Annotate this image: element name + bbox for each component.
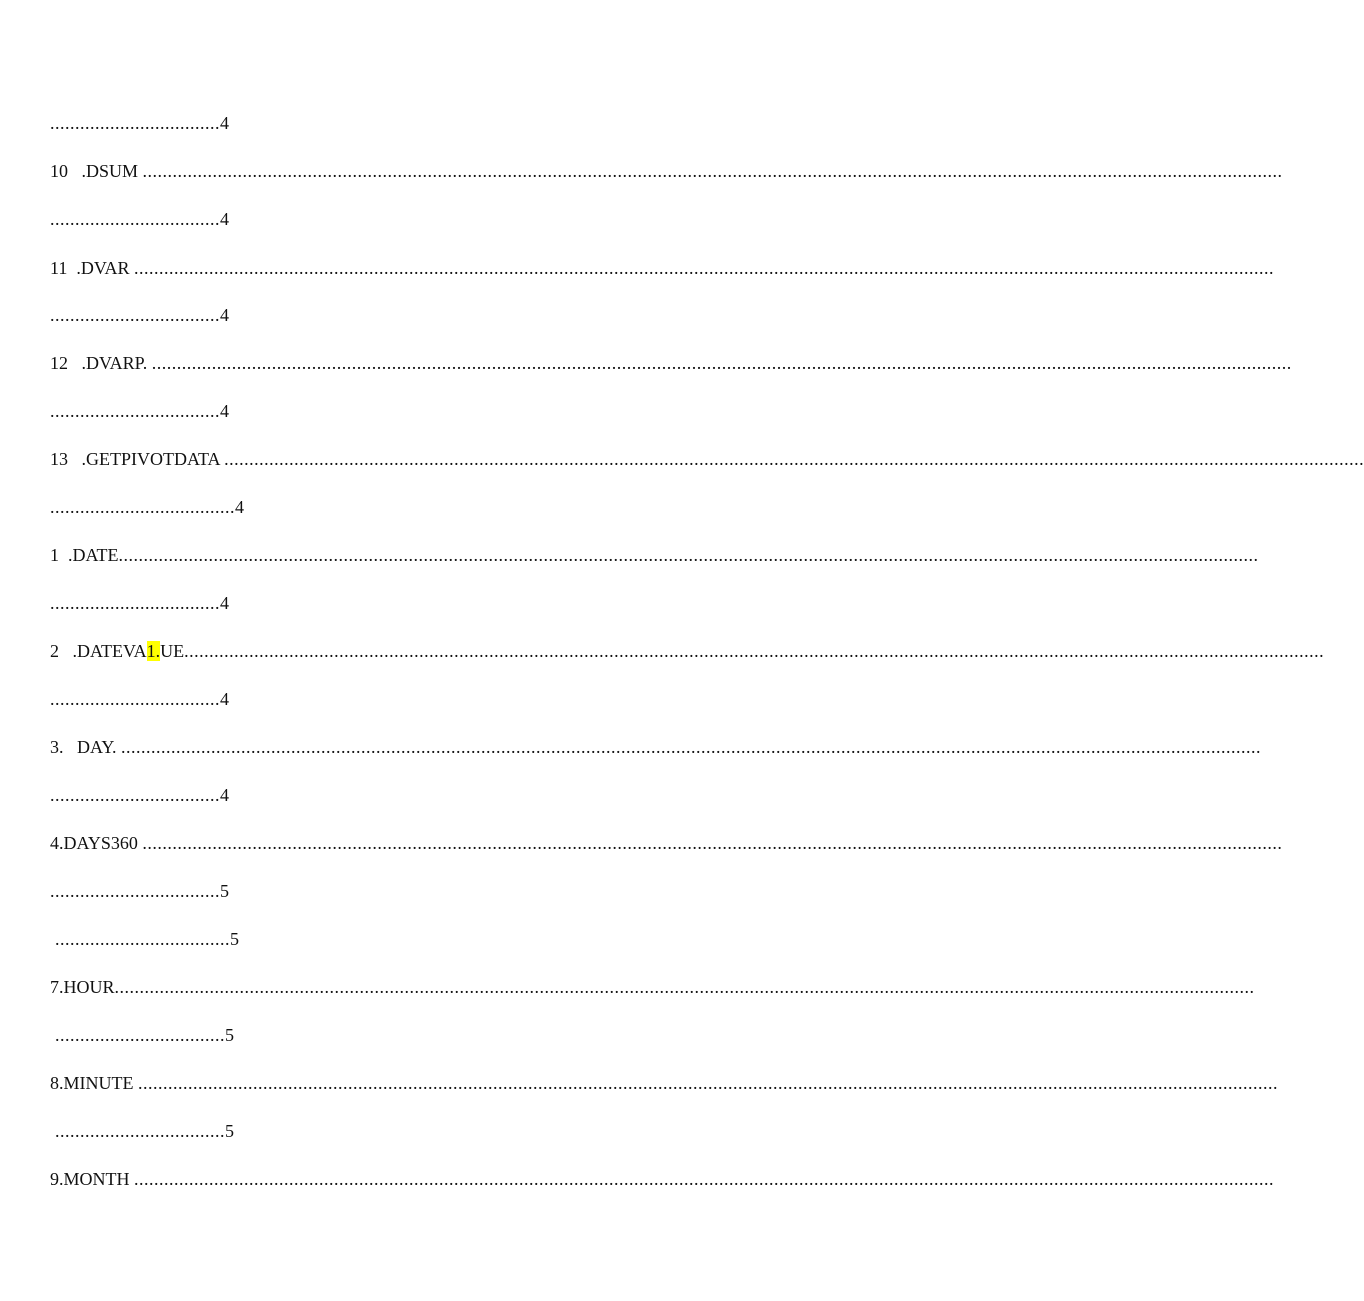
toc-page-line	[50, 207, 229, 231]
toc-entry	[50, 256, 1275, 280]
dot-leader: ..................................	[50, 1025, 225, 1045]
toc-entry	[50, 159, 1283, 183]
toc-page-line	[50, 303, 229, 327]
toc-entry	[50, 351, 1292, 375]
page-number: 4	[220, 593, 229, 613]
entry-label-part: 2 .DATEVA	[50, 641, 147, 661]
dot-leader: ...................................	[50, 929, 230, 949]
dot-leader: ....................................................................................................................................................................................................................................	[224, 449, 1364, 469]
dot-leader: ..................................	[50, 689, 220, 709]
toc-entry	[50, 1167, 1274, 1191]
toc-entry	[50, 831, 1283, 855]
dot-leader: ....................................................................................................................................................................................................................................	[184, 641, 1325, 661]
entry-label: 4.DAYS360	[50, 833, 143, 853]
entry-label: 13 .GETPIVOTDATA	[50, 449, 225, 469]
page-number: 4	[220, 209, 229, 229]
dot-leader: ....................................................................................................................................................................................................................................	[138, 1073, 1278, 1093]
toc-page-line	[50, 927, 239, 951]
dot-leader: ....................................................................................................................................................................................................................................	[134, 1169, 1274, 1189]
dot-leader: ..................................	[50, 209, 220, 229]
page-number: 4	[220, 401, 229, 421]
toc-page-line	[50, 111, 229, 135]
entry-label: 7.HOUR	[50, 977, 115, 997]
toc-page-line	[50, 591, 229, 615]
dot-leader: ..................................	[50, 881, 220, 901]
page-number: 5	[230, 929, 239, 949]
entry-label: 12 .DVARP.	[50, 353, 152, 373]
dot-leader: ....................................................................................................................................................................................................................................	[151, 353, 1292, 373]
toc-page-line	[50, 1023, 234, 1047]
page-number: 5	[220, 881, 229, 901]
toc-entry	[50, 447, 1364, 471]
page-number: 4	[220, 305, 229, 325]
dot-leader: ....................................................................................................................................................................................................................................	[121, 737, 1262, 757]
highlighted-text: 1.	[146, 641, 161, 661]
toc-page-line	[50, 399, 229, 423]
page-number: 4	[235, 497, 244, 517]
dot-leader: ..................................	[50, 593, 220, 613]
toc-entry	[50, 639, 1325, 663]
toc-page-line	[50, 687, 229, 711]
toc-page-line	[50, 879, 229, 903]
entry-label: 1 .DATE	[50, 545, 119, 565]
dot-leader: ....................................................................................................................................................................................................................................	[134, 258, 1275, 278]
page-number: 4	[220, 785, 229, 805]
page-number: 5	[225, 1025, 234, 1045]
entry-label-part: UE	[160, 641, 185, 661]
dot-leader: ..................................	[50, 401, 220, 421]
toc-entry	[50, 975, 1255, 999]
dot-leader: ..................................	[50, 113, 220, 133]
dot-leader: ..................................	[50, 1121, 225, 1141]
page-number: 5	[225, 1121, 234, 1141]
entry-label: 9.MONTH	[50, 1169, 134, 1189]
dot-leader: ....................................................................................................................................................................................................................................	[118, 545, 1259, 565]
toc-page-line	[50, 495, 244, 519]
entry-label: 10 .DSUM	[50, 161, 143, 181]
dot-leader: ....................................................................................................................................................................................................................................	[142, 161, 1283, 181]
entry-label: 11 .DVAR	[50, 258, 135, 278]
entry-label	[50, 639, 184, 663]
toc-entry	[50, 735, 1262, 759]
toc-entry	[50, 1071, 1278, 1095]
entry-label: 3. DAY.	[50, 737, 122, 757]
dot-leader: ..................................	[50, 305, 220, 325]
dot-leader: .....................................	[50, 497, 235, 517]
toc-page-line	[50, 783, 229, 807]
toc-page-line	[50, 1119, 234, 1143]
entry-label: 8.MINUTE	[50, 1073, 138, 1093]
page-number: 4	[220, 689, 229, 709]
dot-leader: ....................................................................................................................................................................................................................................	[142, 833, 1283, 853]
page-number: 4	[220, 113, 229, 133]
dot-leader: ....................................................................................................................................................................................................................................	[114, 977, 1255, 997]
toc-entry	[50, 543, 1259, 567]
dot-leader: ..................................	[50, 785, 220, 805]
